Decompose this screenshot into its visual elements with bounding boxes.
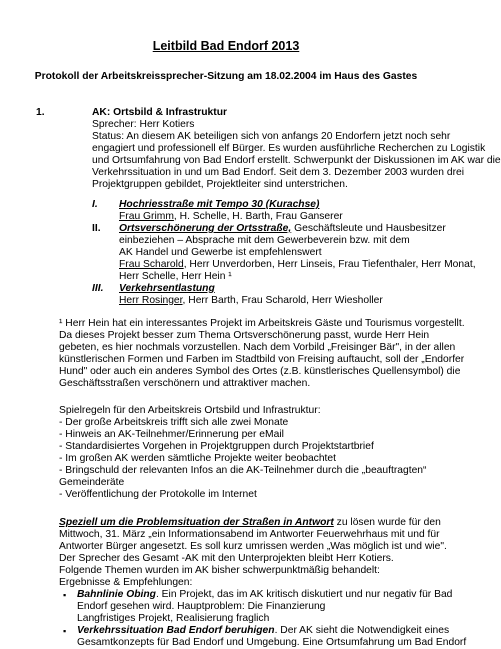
antwort-line: Folgende Themen wurden im AK bisher schwerpunktmäßig behandelt: [59,565,380,576]
group-members-rest: , Herr Barth, Frau Scharold, Herr Wiesholler [182,295,383,306]
rule-item: Gemeinderäte [59,477,125,488]
rule-item: - Standardisiertes Vorgehen in Projektgruppen durch Projektstartbrief [59,441,374,452]
section-number: 1. [36,107,45,118]
square-bullet-icon: ▪ [63,590,67,600]
document-title: Leitbild Bad Endorf 2013 [152,39,300,53]
result-line: Gesamtkonzepts für Bad Endorf und Umgebung. Eine Ortsumfahrung um Bad Endorf [77,637,467,648]
group-members-rest: , H. Schelle, H. Barth, Frau Ganserer [173,211,343,222]
section-line: Status: An diesem AK beteiligen sich von anfangs 20 Endorfern jetzt noch sehr [92,131,451,142]
group-title: Hochriesstraße mit Tempo 30 (Kurachse) [119,199,320,210]
group-line: einbeziehen – Absprache mit dem Gewerbeverein bzw. mit dem [119,235,410,246]
section-heading: AK: Ortsbild & Infrastruktur [92,107,228,118]
antwort-first-line [59,517,441,529]
section-line: und Ortsumfahrung von Bad Endorf erstellt. Schwerpunkt der Diskussionen im AK war die [92,155,501,166]
section-line: engagiert und professionell elf Bürger. Es wurden ausführliche Recherchen zu Logistik [92,143,486,154]
group-members [119,211,343,223]
footnote-line: Da dieses Projekt besser zum Thema Ortsverschönerung passt, wurde Herr Hein [59,330,430,341]
group-numeral: I. [92,199,98,210]
footnote-line: gebeten, es hier nochmals vorzustellen. Nach dem Vorbild „Freisinger Bär", in der allen [59,342,456,353]
group-title: Ortsverschönerung der Ortsstraße, [119,223,292,234]
rule-item: - Bringschuld der relevanten Infos an die AK-Teilnehmer durch die „beauftragten“ [59,465,427,476]
group-members [119,259,476,271]
footnote-line: Geschäftsstraßen verschönern und attraktiver machen. [59,378,311,389]
footnote-line: Hund" oder auch ein anderes Symbol des Ortes (z.B. künstlerisches Quellensymbol) die [59,366,461,377]
group-title-line [119,223,446,235]
result-title: Verkehrssituation Bad Endorf beruhigen [77,625,275,636]
section-line: Verkehrssituation in und um Bad Endorf. Seit dem 3. Dezember 2003 wurden drei [92,167,465,178]
group-title: Verkehrsentlastung [119,283,215,294]
result-line: Langfristiges Projekt, Realisierung fraglich [77,613,270,624]
rule-item: - Der große Arbeitskreis trifft sich alle zwei Monate [59,417,289,428]
group-members [119,295,383,307]
square-bullet-icon: ▪ [63,626,67,636]
group-numeral: III. [92,283,104,294]
result-rest: . Der AK sieht die Notwendigkeit eines [274,625,450,636]
group-title-rest: Geschäftsleute und Hausbesitzer [291,223,446,234]
result-title: Bahnlinie Obing [77,589,156,600]
rule-item: - Hinweis an AK-Teilnehmer/Erinnerung per eMail [59,429,284,440]
antwort-line: Mittwoch, 31. März „ein Informationsabend im Antworter Feuerwehrhaus mit und für [59,529,440,540]
group-leader: Frau Scharold [119,259,184,270]
rule-item: - Im großen AK werden sämtliche Projekte weiter beobachtet [59,453,337,464]
group-members-rest: , Herr Unverdorben, Herr Linseis, Frau Tiefenthaler, Herr Monat, [183,259,476,270]
result-line: Endorf gesehen wird. Hauptproblem: Die Finanzierung [77,601,326,612]
section-line: Sprecher: Herr Kotiers [92,119,195,130]
antwort-heading: Speziell um die Problemsituation der Straßen in Antwort [59,517,334,528]
antwort-line: Ergebnisse & Empfehlungen: [59,577,193,588]
result-rest: . Ein Projekt, das im AK kritisch diskutiert und nur negativ für Bad [155,589,453,600]
group-leader: Herr Rosinger [119,295,183,306]
section-line: Projektgruppen gebildet, Projektleiter sind unterstrichen. [92,179,348,190]
antwort-line: Antworter Bürger angesetzt. Es soll kurz umrissen werden „Was möglich ist und wie". [59,541,447,552]
antwort-rest: zu lösen wurde für den [333,517,441,528]
rules-intro: Spielregeln für den Arbeitskreis Ortsbild und Infrastruktur: [59,405,321,416]
result-item [77,589,452,601]
group-numeral: II. [92,223,101,234]
document-subtitle: Protokoll der Arbeitskreissprecher-Sitzung am 18.02.2004 im Haus des Gastes [34,71,418,82]
group-line: AK Handel und Gewerbe ist empfehlenswert [119,247,322,258]
group-line: Herr Schelle, Herr Hein ¹ [119,271,232,282]
rule-item: - Veröffentlichung der Protokolle im Internet [59,489,257,500]
antwort-line: Der Sprecher des Gesamt -AK mit den Unterprojekten bleibt Herr Kotiers. [59,553,394,564]
footnote-line: künstlerischen Formen und Farben im Stadtbild von Freising auftaucht, soll der „Endorfer [59,354,465,365]
footnote-line: ¹ Herr Hein hat ein interessantes Projekt im Arbeitskreis Gäste und Tourismus vorgestellt. [59,318,465,329]
group-leader: Frau Grimm [119,211,174,222]
result-item [77,625,449,637]
